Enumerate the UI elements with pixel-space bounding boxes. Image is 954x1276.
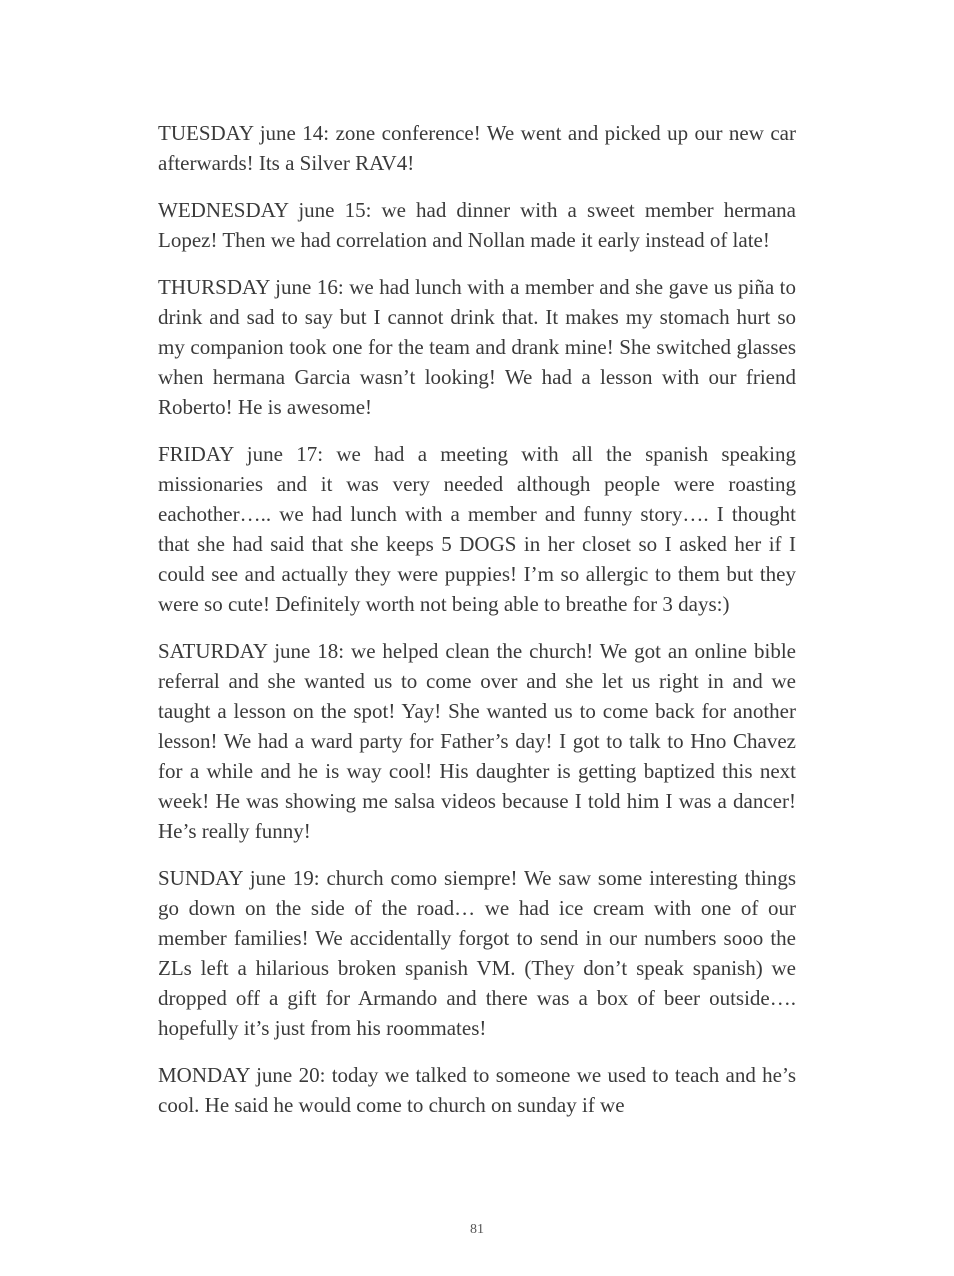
entry-saturday: SATURDAY june 18: we helped clean the church! We got an online bible referral and she wanted us to come over and she let us right in and we taught a lesson on the spot! Yay! She wanted us to come back for another lesson! We had a ward party for Father’s day! I got to talk to Hno Chavez for a while and he is way cool! His daughter is getting baptized this next week! He was showing me salsa videos because I told him I was a dancer! He’s really funny! <box>158 639 796 843</box>
entry-wednesday: WEDNESDAY june 15: we had dinner with a sweet member hermana Lopez! Then we had correlation and Nollan made it early instead of late! <box>158 198 796 252</box>
entry-sunday: SUNDAY june 19: church como siempre! We saw some interesting things go down on the side of the road… we had ice cream with one of our member families! We accidentally forgot to send in our numbers sooo the ZLs left a hilarious broken spanish VM. (They don’t speak spanish) we dropped off a gift for Armando and there was a box of beer outside…. hopefully it’s just from his roommates! <box>158 866 796 1040</box>
entry-monday: MONDAY june 20: today we talked to someone we used to teach and he’s cool. He said he would come to church on sunday if we <box>158 1063 796 1117</box>
entry-friday: FRIDAY june 17: we had a meeting with all the spanish speaking missionaries and it was very needed although people were roasting eachother….. we had lunch with a member and funny story…. I thought that she had said that she keeps 5 DOGS in her closet so I asked her if I could see and actually they were puppies! I’m so allergic to them but they were so cute! Definitely worth not being able to breathe for 3 days:) <box>158 442 796 616</box>
journal-page-body <box>158 118 796 1137</box>
page-number: 81 <box>470 1222 484 1237</box>
entry-tuesday: TUESDAY june 14: zone conference! We went and picked up our new car afterwards! Its a Silver RAV4! <box>158 121 796 175</box>
entry-thursday: THURSDAY june 16: we had lunch with a member and she gave us piña to drink and sad to say but I cannot drink that. It makes my stomach hurt so my companion took one for the team and drank mine! She switched glasses when hermana Garcia wasn’t looking! We had a lesson with our friend Roberto! He is awesome! <box>158 275 796 419</box>
